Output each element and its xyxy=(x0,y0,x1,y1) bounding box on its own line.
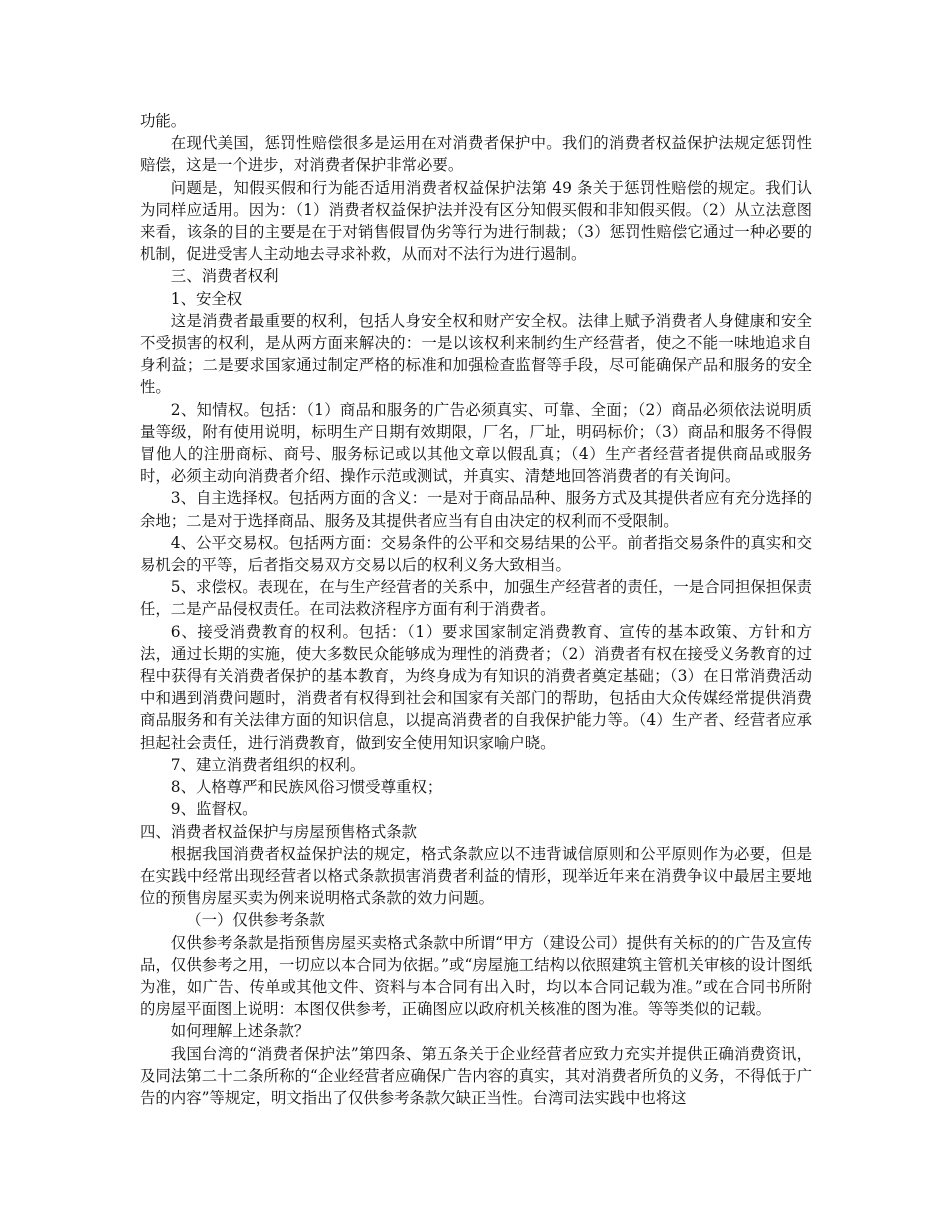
list-item: 9、监督权。 xyxy=(170,800,258,819)
paragraph: 我国台湾的“消费者保护法”第四条、第五条关于企业经营者应致力充实并提供正确消费资讯，及同法第二十二条所称的“企业经营者应确保广告内容的真实，其对消费者所负的义务，不得低于广告的内容”等规定，明文指出了仅供参考条款欠缺正当性。台湾司法实践中也将这 xyxy=(140,1044,812,1107)
paragraph: 4、公平交易权。包括两方面：交易条件的公平和交易结果的公平。前者指交易条件的真实和交易机会的平等，后者指交易双方交易以后的权利义务大致相当。 xyxy=(140,533,812,575)
paragraph: 6、接受消费教育的权利。包括：（1）要求国家制定消费教育、宣传的基本政策、方针和方法，通过长期的实施，使大多数民众能够成为理性的消费者；（2）消费者有权在接受义务教育的过程中获得有关消费者保护的基本教育，为终身成为有知识的消费者奠定基础；（3）在日常消费活动中和遇到消费问题时，消费者有权得到社会和国家有关部门的帮助，包括由大众传媒经常提供消费商品服务和有关法律方面的知识信息，以提高消费者的自我保护能力等。（4）生产者、经营者应承担起社会责任，进行消费教育，做到安全使用知识家喻户晓。 xyxy=(140,622,812,752)
paragraph: 问题是，知假买假和行为能否适用消费者权益保护法第 49 条关于惩罚性赔偿的规定。我们认为同样应适用。因为：（1）消费者权益保护法并没有区分知假买假和非知假买假。（2）从立法意图来看，该条的目的主要是在于对销售假冒伪劣等行为进行制裁；（3）惩罚性赔偿它通过一种必要的机制，促进受害人主动地去寻求补救，从而对不法行为进行遏制。 xyxy=(140,178,812,264)
subsection-heading: 1、安全权 xyxy=(170,289,243,308)
paragraph: 5、求偿权。表现在，在与生产经营者的关系中，加强生产经营者的责任，一是合同担保担保责任，二是产品侵权责任。在司法救济程序方面有利于消费者。 xyxy=(140,578,812,619)
document-page xyxy=(140,110,812,1109)
section-heading: 三、消费者权利 xyxy=(170,267,279,286)
paragraph: 3、自主选择权。包括两方面的含义：一是对于商品品种、服务方式及其提供者应有充分选择的余地；二是对于选择商品、服务及其提供者应当有自由决定的权利而不受限制。 xyxy=(140,489,812,530)
paragraph: 功能。 xyxy=(140,112,187,130)
paragraph: 在现代美国，惩罚性赔偿很多是运用在对消费者保护中。我们的消费者权益保护法规定惩罚性赔偿，这是一个进步，对消费者保护非常必要。 xyxy=(140,134,812,175)
list-item: 7、建立消费者组织的权利。 xyxy=(170,755,366,774)
paragraph: 根据我国消费者权益保护法的规定，格式条款应以不违背诚信原则和公平原则作为必要，但是在实践中经常出现经营者以格式条款损害消费者利益的情形，现举近年来在消费争议中最居主要地位的预售房屋买卖为例来说明格式条款的效力问题。 xyxy=(140,844,812,908)
paragraph: 这是消费者最重要的权利，包括人身安全权和财产安全权。法律上赋予消费者人身健康和安全不受损害的权利，是从两方面来解决的：一是以该权利来制约生产经营者，使之不能一味地追求自身利益；二是要求国家通过制定严格的标准和加强检查监督等手段，尽可能确保产品和服务的安全性。 xyxy=(140,311,812,397)
section-heading: 四、消费者权益保护与房屋预售格式条款 xyxy=(140,822,418,841)
paragraph: 仅供参考条款是指预售房屋买卖格式条款中所谓“甲方（建设公司）提供有关标的的广告及宣传品，仅供参考之用，一切应以本合同为依据。”或“房屋施工结构以依照建筑主管机关审核的设计图纸为准，如广告、传单或其他文件、资料与本合同有出入时，均以本合同记载为准。”或在合同书所附的房屋平面图上说明：本图仅供参考，正确图应以政府机关核准的图为准。等等类似的记载。 xyxy=(140,933,812,1019)
paragraph: 如何理解上述条款？ xyxy=(170,1022,310,1041)
list-item: 8、人格尊严和民族风俗习惯受尊重权； xyxy=(170,778,443,797)
subsection-heading: （一）仅供参考条款 xyxy=(186,911,325,930)
paragraph: 2、知情权。包括：（1）商品和服务的广告必须真实、可靠、全面；（2）商品必须依法说明质量等级，附有使用说明，标明生产日期有效期限，厂名，厂址，明码标价；（3）商品和服务不得假冒他人的注册商标、商号、服务标记或以其他文章以假乱真；（4）生产者经营者提供商品或服务时，必须主动向消费者介绍、操作示范或测试，并真实、清楚地回答消费者的有关询问。 xyxy=(140,400,812,486)
